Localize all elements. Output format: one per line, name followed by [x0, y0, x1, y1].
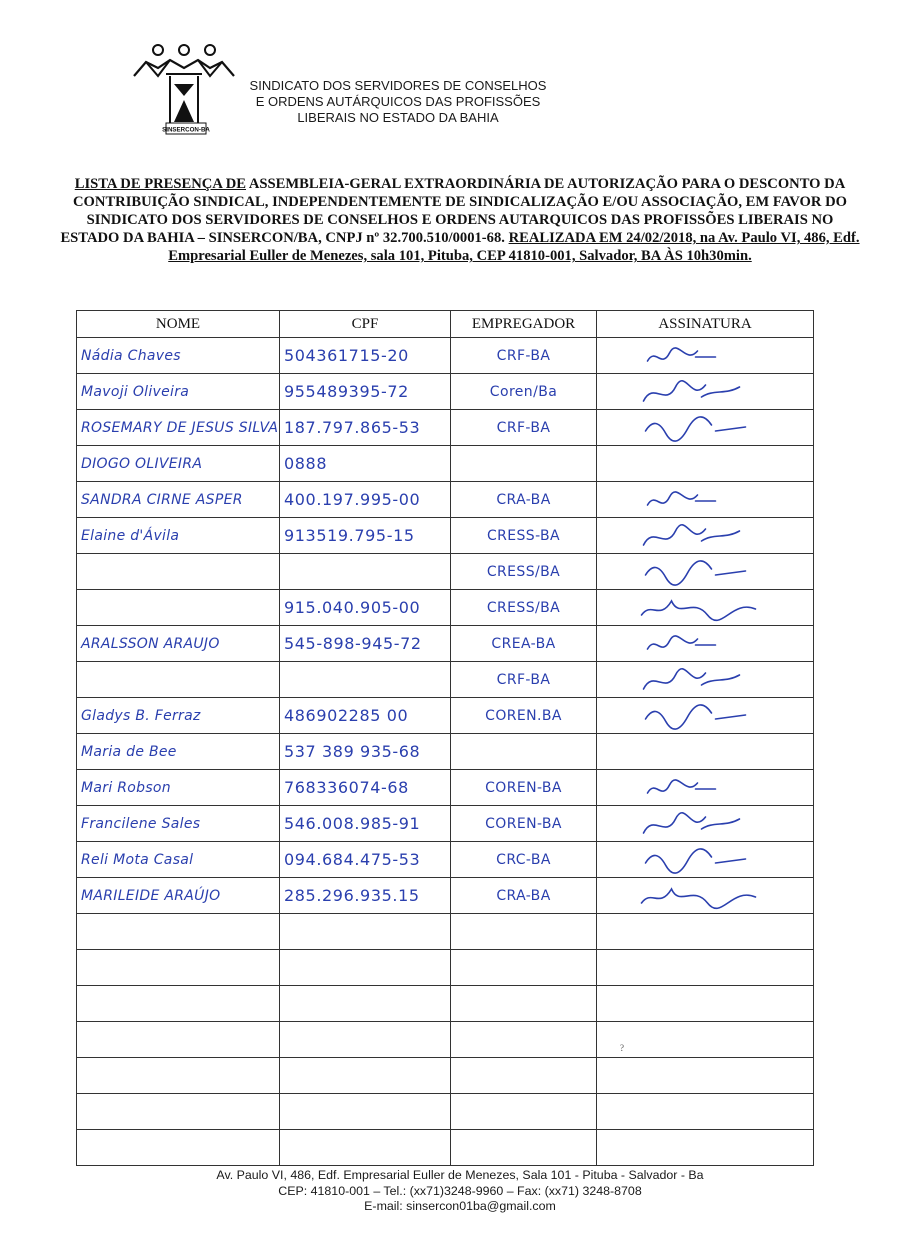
cell-nome: Francilene Sales: [77, 806, 280, 842]
cell-assinatura: [597, 698, 814, 734]
handwritten-signature: [601, 555, 810, 589]
cell-cpf: [280, 1130, 451, 1166]
table-row: [77, 842, 814, 878]
cell-cpf: [280, 1022, 451, 1058]
attendance-table: [76, 310, 814, 1166]
cell-nome: [77, 914, 280, 950]
cell-empregador: [451, 1058, 597, 1094]
document-title: [60, 175, 860, 265]
handwritten-signature: [601, 663, 810, 697]
cell-assinatura: [597, 770, 814, 806]
table-row: [77, 482, 814, 518]
org-line-3: LIBERAIS NO ESTADO DA BAHIA: [297, 110, 499, 125]
cell-nome: [77, 590, 280, 626]
cell-empregador: [451, 950, 597, 986]
table-row: [77, 770, 814, 806]
cell-empregador: COREN-BA: [451, 806, 597, 842]
cell-empregador: Coren/Ba: [451, 374, 597, 410]
table-row: [77, 914, 814, 950]
org-line-1: SINDICATO DOS SERVIDORES DE CONSELHOS: [249, 78, 547, 93]
cell-nome: [77, 986, 280, 1022]
handwritten-signature: [601, 519, 810, 553]
table-row: [77, 338, 814, 374]
handwritten-signature: [601, 771, 810, 805]
header-assinatura: ASSINATURA: [597, 311, 814, 338]
cell-nome: ARALSSON ARAUJO: [77, 626, 280, 662]
cell-nome: Maria de Bee: [77, 734, 280, 770]
table-row: [77, 446, 814, 482]
cell-cpf: [280, 1094, 451, 1130]
cell-empregador: CRESS-BA: [451, 518, 597, 554]
table-row: [77, 878, 814, 914]
table-row: [77, 698, 814, 734]
handwritten-signature: [601, 591, 810, 625]
letterhead: [128, 38, 548, 138]
cell-empregador: CRA-BA: [451, 482, 597, 518]
header-nome: NOME: [77, 311, 280, 338]
cell-assinatura: [597, 806, 814, 842]
table-row: [77, 662, 814, 698]
title-part-3: REALIZADA EM 24/02/2018, na Av. Paulo VI, 486, Edf. Empresarial Euller de Menezes, sala 101, Pituba, CEP 41810-001, Salvador, BA ÀS 10h30min.: [168, 230, 860, 264]
footer-line-1: Av. Paulo VI, 486, Edf. Empresarial Euller de Menezes, Sala 101 - Pituba - Salvador - Ba: [216, 1168, 704, 1182]
footer-line-3: E-mail: sinsercon01ba@gmail.com: [364, 1199, 556, 1213]
cell-assinatura: [597, 914, 814, 950]
table-row: [77, 806, 814, 842]
cell-nome: [77, 1022, 280, 1058]
cell-cpf: 913519.795-15: [280, 518, 451, 554]
cell-assinatura: [597, 986, 814, 1022]
table-row: [77, 1130, 814, 1166]
cell-cpf: [280, 662, 451, 698]
cell-nome: [77, 1130, 280, 1166]
cell-nome: Gladys B. Ferraz: [77, 698, 280, 734]
cell-cpf: 094.684.475-53: [280, 842, 451, 878]
cell-nome: [77, 1058, 280, 1094]
cell-assinatura: [597, 1058, 814, 1094]
cell-assinatura: [597, 518, 814, 554]
cell-assinatura: [597, 626, 814, 662]
cell-assinatura: [597, 878, 814, 914]
cell-nome: Elaine d'Ávila: [77, 518, 280, 554]
cell-empregador: [451, 446, 597, 482]
stray-mark: ?: [620, 1043, 624, 1053]
table-row: [77, 410, 814, 446]
cell-nome: [77, 662, 280, 698]
table-row: [77, 554, 814, 590]
cell-empregador: COREN-BA: [451, 770, 597, 806]
cell-nome: [77, 554, 280, 590]
cell-empregador: [451, 986, 597, 1022]
table-body: [77, 338, 814, 1166]
cell-empregador: CRESS/BA: [451, 554, 597, 590]
cell-cpf: 187.797.865-53: [280, 410, 451, 446]
cell-empregador: COREN.BA: [451, 698, 597, 734]
table-row: [77, 1022, 814, 1058]
cell-cpf: [280, 950, 451, 986]
cell-assinatura: [597, 842, 814, 878]
cell-nome: [77, 1094, 280, 1130]
organization-name: [233, 78, 563, 126]
cell-nome: Mavoji Oliveira: [77, 374, 280, 410]
table-row: [77, 518, 814, 554]
cell-nome: Nádia Chaves: [77, 338, 280, 374]
cell-empregador: CRF-BA: [451, 338, 597, 374]
cell-empregador: CREA-BA: [451, 626, 597, 662]
table-row: [77, 374, 814, 410]
cell-cpf: 545-898-945-72: [280, 626, 451, 662]
cell-empregador: [451, 1022, 597, 1058]
header-empregador: EMPREGADOR: [451, 311, 597, 338]
table-header-row: [77, 311, 814, 338]
cell-empregador: [451, 734, 597, 770]
cell-assinatura: [597, 482, 814, 518]
cell-empregador: CRC-BA: [451, 842, 597, 878]
cell-cpf: [280, 1058, 451, 1094]
cell-cpf: 504361715-20: [280, 338, 451, 374]
table-row: [77, 1058, 814, 1094]
org-line-2: E ORDENS AUTÁRQUICOS DAS PROFISSÕES: [255, 94, 541, 109]
cell-nome: Mari Robson: [77, 770, 280, 806]
handwritten-signature: [601, 843, 810, 877]
cell-empregador: CRESS/BA: [451, 590, 597, 626]
header-cpf: CPF: [280, 311, 451, 338]
footer-address: [190, 1168, 730, 1215]
cell-assinatura: [597, 1130, 814, 1166]
cell-empregador: [451, 914, 597, 950]
cell-cpf: 400.197.995-00: [280, 482, 451, 518]
cell-assinatura: [597, 950, 814, 986]
sinsercon-logo: [128, 38, 240, 138]
cell-cpf: [280, 914, 451, 950]
cell-nome: MARILEIDE ARAÚJO: [77, 878, 280, 914]
cell-cpf: [280, 986, 451, 1022]
cell-assinatura: [597, 446, 814, 482]
cell-cpf: 0888: [280, 446, 451, 482]
handwritten-signature: [601, 483, 810, 517]
cell-empregador: [451, 1130, 597, 1166]
cell-empregador: [451, 1094, 597, 1130]
cell-nome: SANDRA CIRNE ASPER: [77, 482, 280, 518]
table-row: [77, 950, 814, 986]
cell-nome: ROSEMARY DE JESUS SILVA: [77, 410, 280, 446]
cell-cpf: 537 389 935-68: [280, 734, 451, 770]
cell-assinatura: [597, 734, 814, 770]
logo-text: SINSERCON-BA: [162, 126, 210, 134]
handwritten-signature: [601, 627, 810, 661]
handwritten-signature: [601, 879, 810, 913]
cell-nome: Reli Mota Casal: [77, 842, 280, 878]
table-row: [77, 590, 814, 626]
cell-cpf: [280, 554, 451, 590]
handwritten-signature: [601, 411, 810, 445]
cell-assinatura: [597, 1094, 814, 1130]
table-row: [77, 986, 814, 1022]
cell-cpf: 768336074-68: [280, 770, 451, 806]
footer-line-2: CEP: 41810-001 – Tel.: (xx71)3248-9960 – Fax: (xx71) 3248-8708: [278, 1183, 642, 1198]
handwritten-signature: [601, 375, 810, 409]
cell-assinatura: [597, 338, 814, 374]
cell-assinatura: [597, 410, 814, 446]
title-part-2: ASSEMBLEIA-GERAL EXTRAORDINÁRIA DE AUTORIZAÇÃO PARA O DESCONTO DA CONTRIBUIÇÃO SINDICAL, INDEPENDENTEMENTE DE SINDICALIZAÇÃO E/OU ASSOCIAÇÃO, EM FAVOR DO SINDICATO DOS SERVIDORES DE CONSELHOS E ORDENS AUTARQUICOS DAS PROFISSÕES LIBERAIS NO ESTADO DA BAHIA – SINSERCON/BA, CNPJ nº 32.700.510/0001-68.: [60, 176, 847, 246]
cell-cpf: 486902285 00: [280, 698, 451, 734]
cell-assinatura: [597, 374, 814, 410]
table-row: [77, 626, 814, 662]
handwritten-signature: [601, 339, 810, 373]
cell-empregador: CRF-BA: [451, 662, 597, 698]
table-row: [77, 734, 814, 770]
title-part-1: LISTA DE PRESENÇA DE: [74, 176, 246, 192]
cell-empregador: CRF-BA: [451, 410, 597, 446]
cell-nome: [77, 950, 280, 986]
cell-assinatura: [597, 662, 814, 698]
cell-assinatura: [597, 590, 814, 626]
cell-assinatura: [597, 1022, 814, 1058]
cell-cpf: 955489395-72: [280, 374, 451, 410]
cell-cpf: 546.008.985-91: [280, 806, 451, 842]
cell-empregador: CRA-BA: [451, 878, 597, 914]
cell-nome: DIOGO OLIVEIRA: [77, 446, 280, 482]
cell-assinatura: [597, 554, 814, 590]
handwritten-signature: [601, 699, 810, 733]
cell-cpf: 285.296.935.15: [280, 878, 451, 914]
handwritten-signature: [601, 807, 810, 841]
cell-cpf: 915.040.905-00: [280, 590, 451, 626]
table-row: [77, 1094, 814, 1130]
